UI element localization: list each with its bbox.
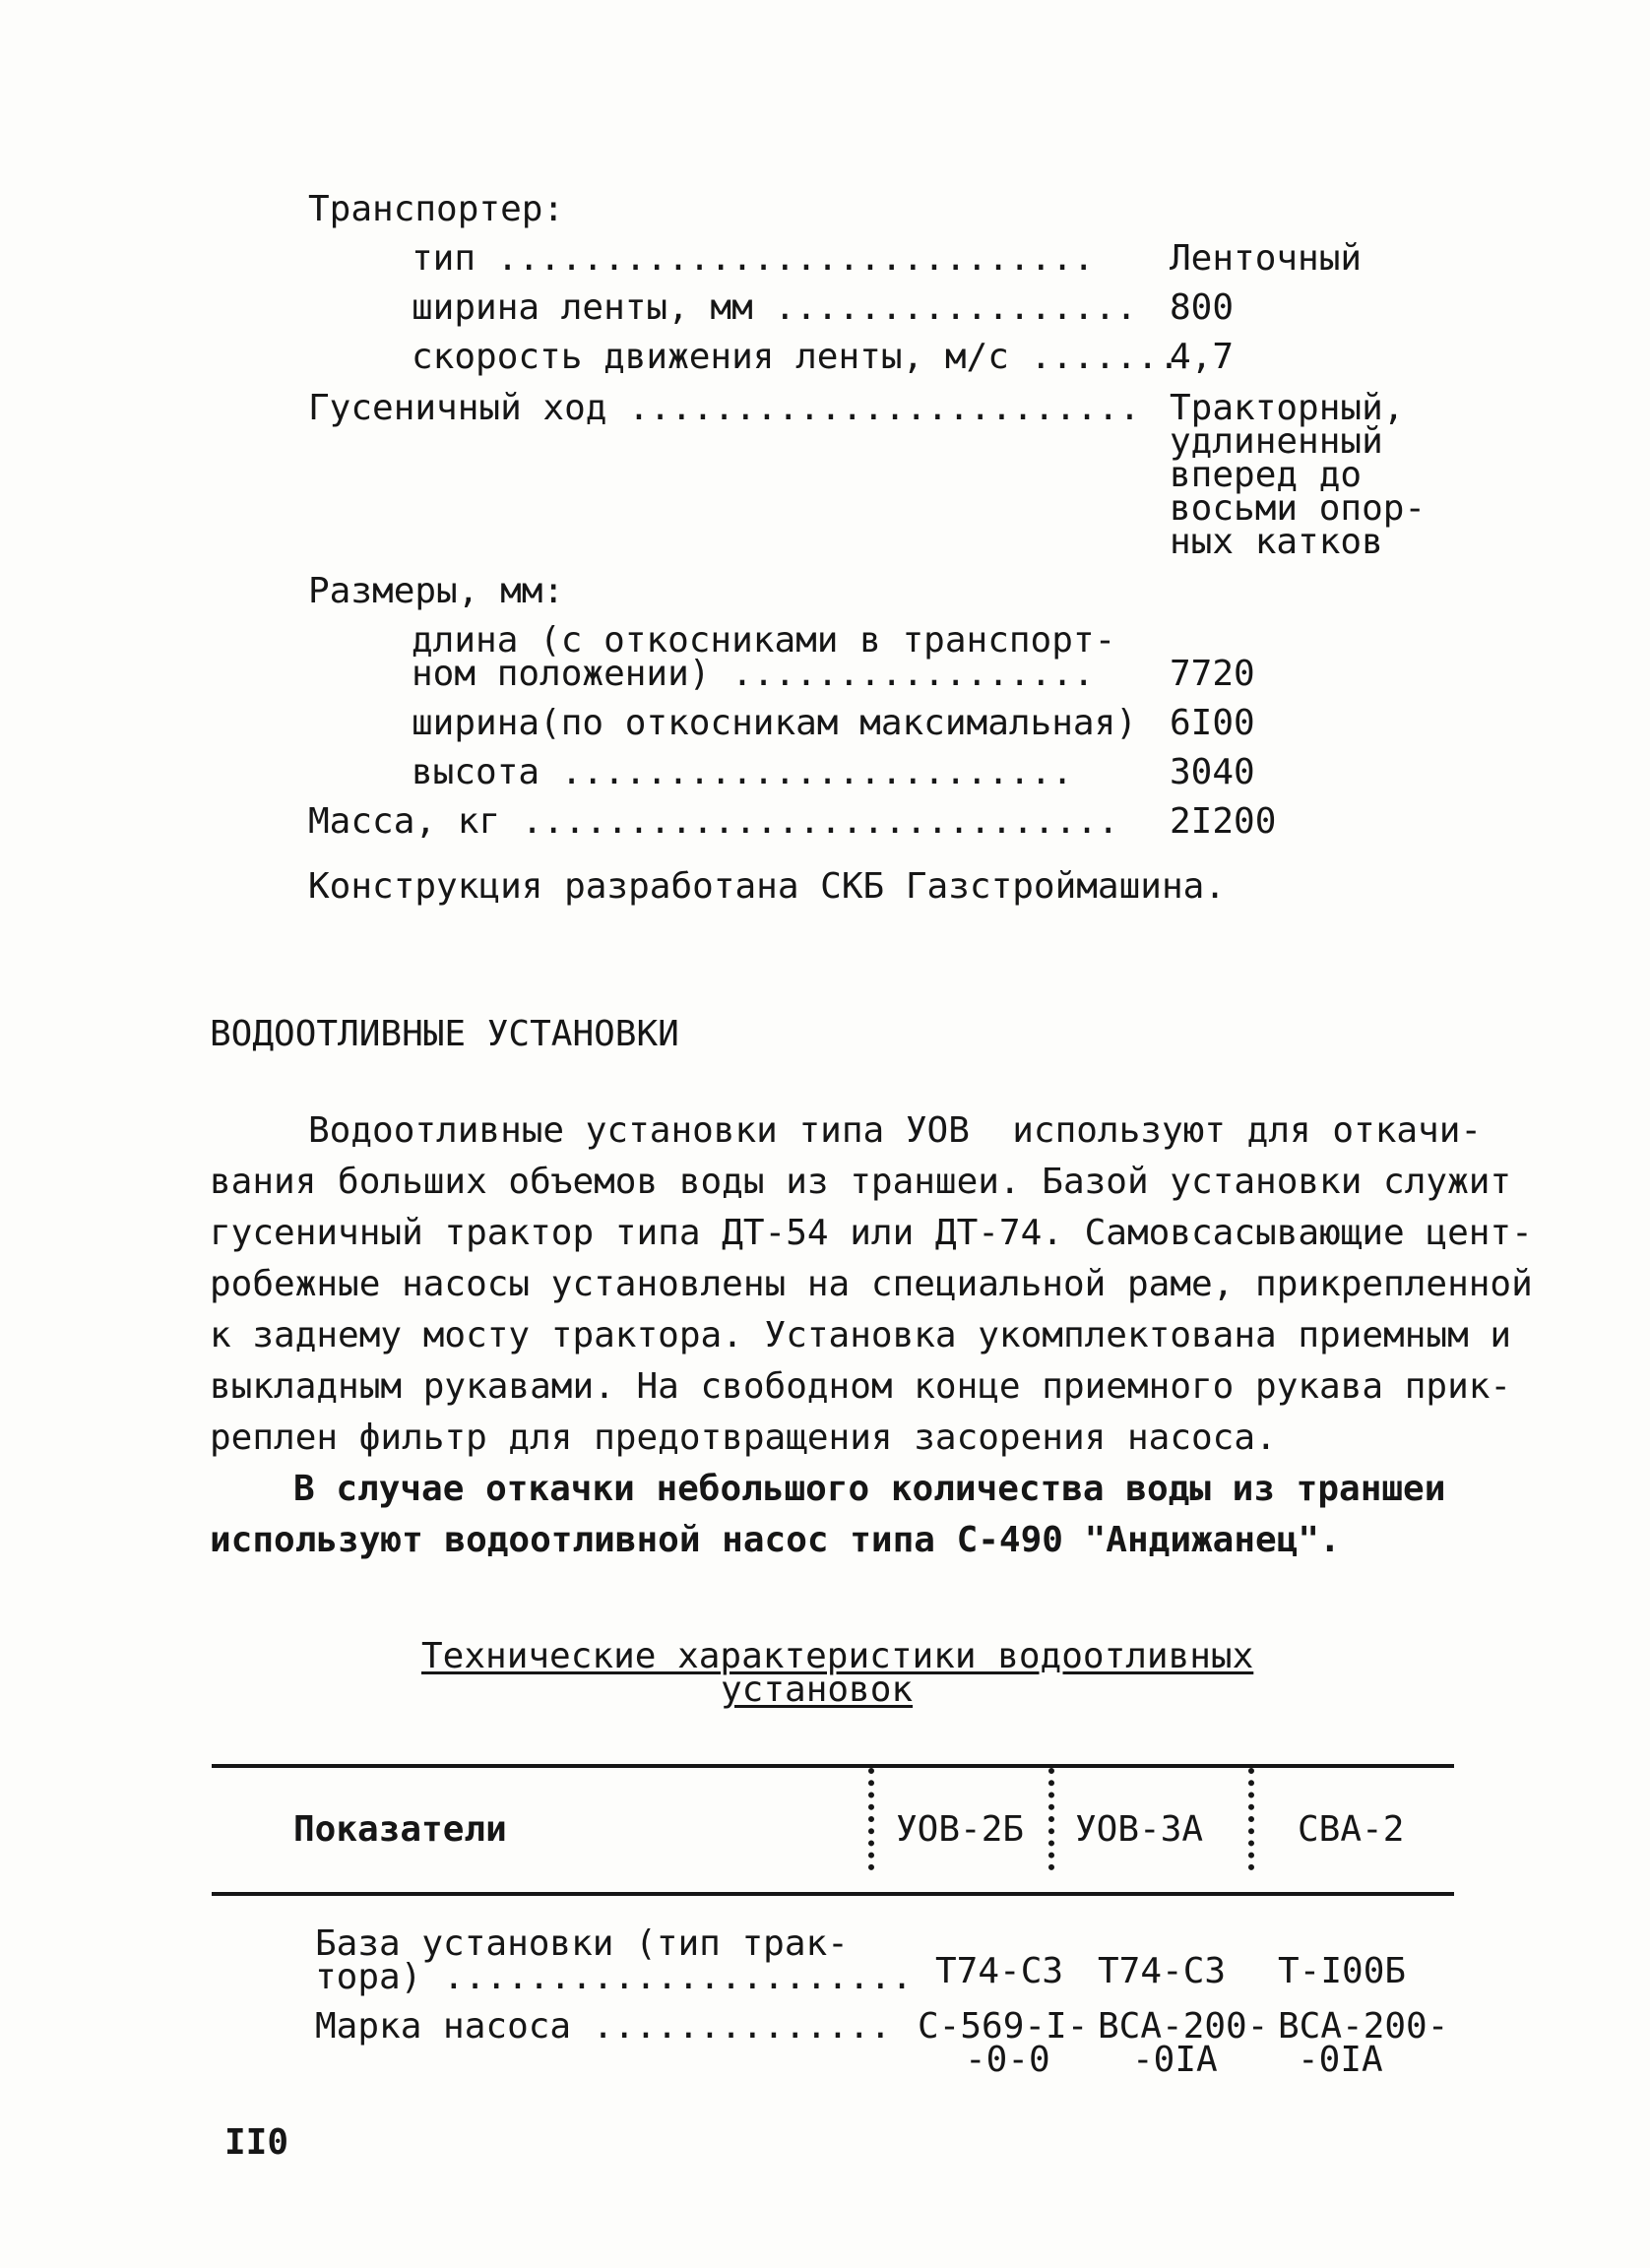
table-caption-line2: установок [721,1670,914,1710]
table-top-rule [212,1764,1454,1768]
spec-label-mass: Масса, кг ............................ [308,801,1119,842]
spec-value-length: 7720 [1170,654,1255,694]
table-header-uov-3a: УОВ-3А [1075,1809,1204,1850]
spec-label-height: высота ........................ [412,752,1073,792]
spec-label-width: ширина(по откосникам максимальная) [412,703,1137,743]
table-row-label-line2: тора) ...................... [315,1957,913,1997]
section-title: ВОДООТЛИВНЫЕ УСТАНОВКИ [210,1014,679,1054]
table-cell: ВСА-200- [1278,2006,1449,2047]
spec-value-crawler-line4: восьми опор- [1170,488,1427,529]
column-divider [1048,1768,1060,1870]
paragraph-line: В случае откачки небольшого количества воды из траншеи [293,1469,1446,1509]
spec-label-length-line1: длина (с откосниками в транспорт- [412,620,1116,661]
paragraph-line: выкладным рукавами. На свободном конце приемного рукава прик- [210,1366,1512,1407]
spec-label-belt-speed: скорость движения ленты, м/с ....... [412,337,1180,377]
paragraph-line: используют водоотливной насос типа С-490 "Андижанец". [210,1520,1341,1560]
spec-label-belt-width: ширина ленты, мм ................. [412,287,1137,328]
spec-value-height: 3040 [1170,752,1255,792]
table-header-uov-2b: УОВ-2Б [896,1809,1025,1850]
page-number: II0 [224,2122,289,2163]
column-divider [1248,1768,1260,1870]
design-note: Конструкция разработана СКБ Газстроймашина. [308,866,1226,907]
spec-value-belt-width: 800 [1170,287,1235,328]
column-divider [868,1768,880,1870]
spec-value-crawler-line1: Тракторный, [1170,388,1405,428]
dimensions-heading: Размеры, мм: [308,571,565,611]
table-cell: ВСА-200- [1098,2006,1269,2047]
table-cell: С-569-I- [918,2006,1089,2047]
paragraph-line: Водоотливные установки типа УОВ используют для откачи- [308,1110,1483,1151]
table-row-label: Марка насоса .............. [315,2006,892,2047]
spec-value-belt-speed: 4,7 [1170,337,1235,377]
spec-value-crawler-line3: вперед до [1170,455,1363,495]
table-header-indicators: Показатели [293,1809,507,1850]
paragraph-line: реплен фильтр для предотвращения засорения насоса. [210,1418,1277,1458]
spec-value-crawler-line5: ных катков [1170,522,1383,562]
spec-label-length-line2: ном положении) ................. [412,654,1095,694]
paragraph-line: вания больших объемов воды из траншеи. Базой установки служит [210,1162,1512,1202]
transporter-heading: Транспортер: [308,189,565,229]
table-header-rule [212,1892,1454,1896]
spec-value-mass: 2I200 [1170,801,1277,842]
table-header-sva-2: СВА-2 [1298,1809,1405,1850]
spec-value-width: 6I00 [1170,703,1255,743]
table-cell: -0IА [1132,2040,1218,2080]
table-caption-line1: Технические характеристики водоотливных [421,1636,1254,1676]
paragraph-line: робежные насосы установлены на специальной раме, прикрепленной [210,1264,1533,1304]
paragraph-line: гусеничный трактор типа ДТ-54 или ДТ-74. Самовсасывающие цент- [210,1213,1533,1253]
spec-label-crawler: Гусеничный ход ........................ [308,388,1141,428]
paragraph-line: к заднему мосту трактора. Установка укомплектована приемным и [210,1315,1512,1355]
spec-value-type: Ленточный [1170,238,1363,279]
table-cell: -0-0 [965,2040,1050,2080]
table-cell: -0IА [1298,2040,1383,2080]
table-cell: Т-I00Б [1278,1951,1407,1991]
spec-value-crawler-line2: удлиненный [1170,421,1383,462]
spec-label-type: тип ............................ [412,238,1095,279]
table-cell: Т74-С3 [1098,1951,1227,1991]
table-cell: Т74-С3 [935,1951,1064,1991]
table-row-label-line1: База установки (тип трак- [315,1923,849,1964]
